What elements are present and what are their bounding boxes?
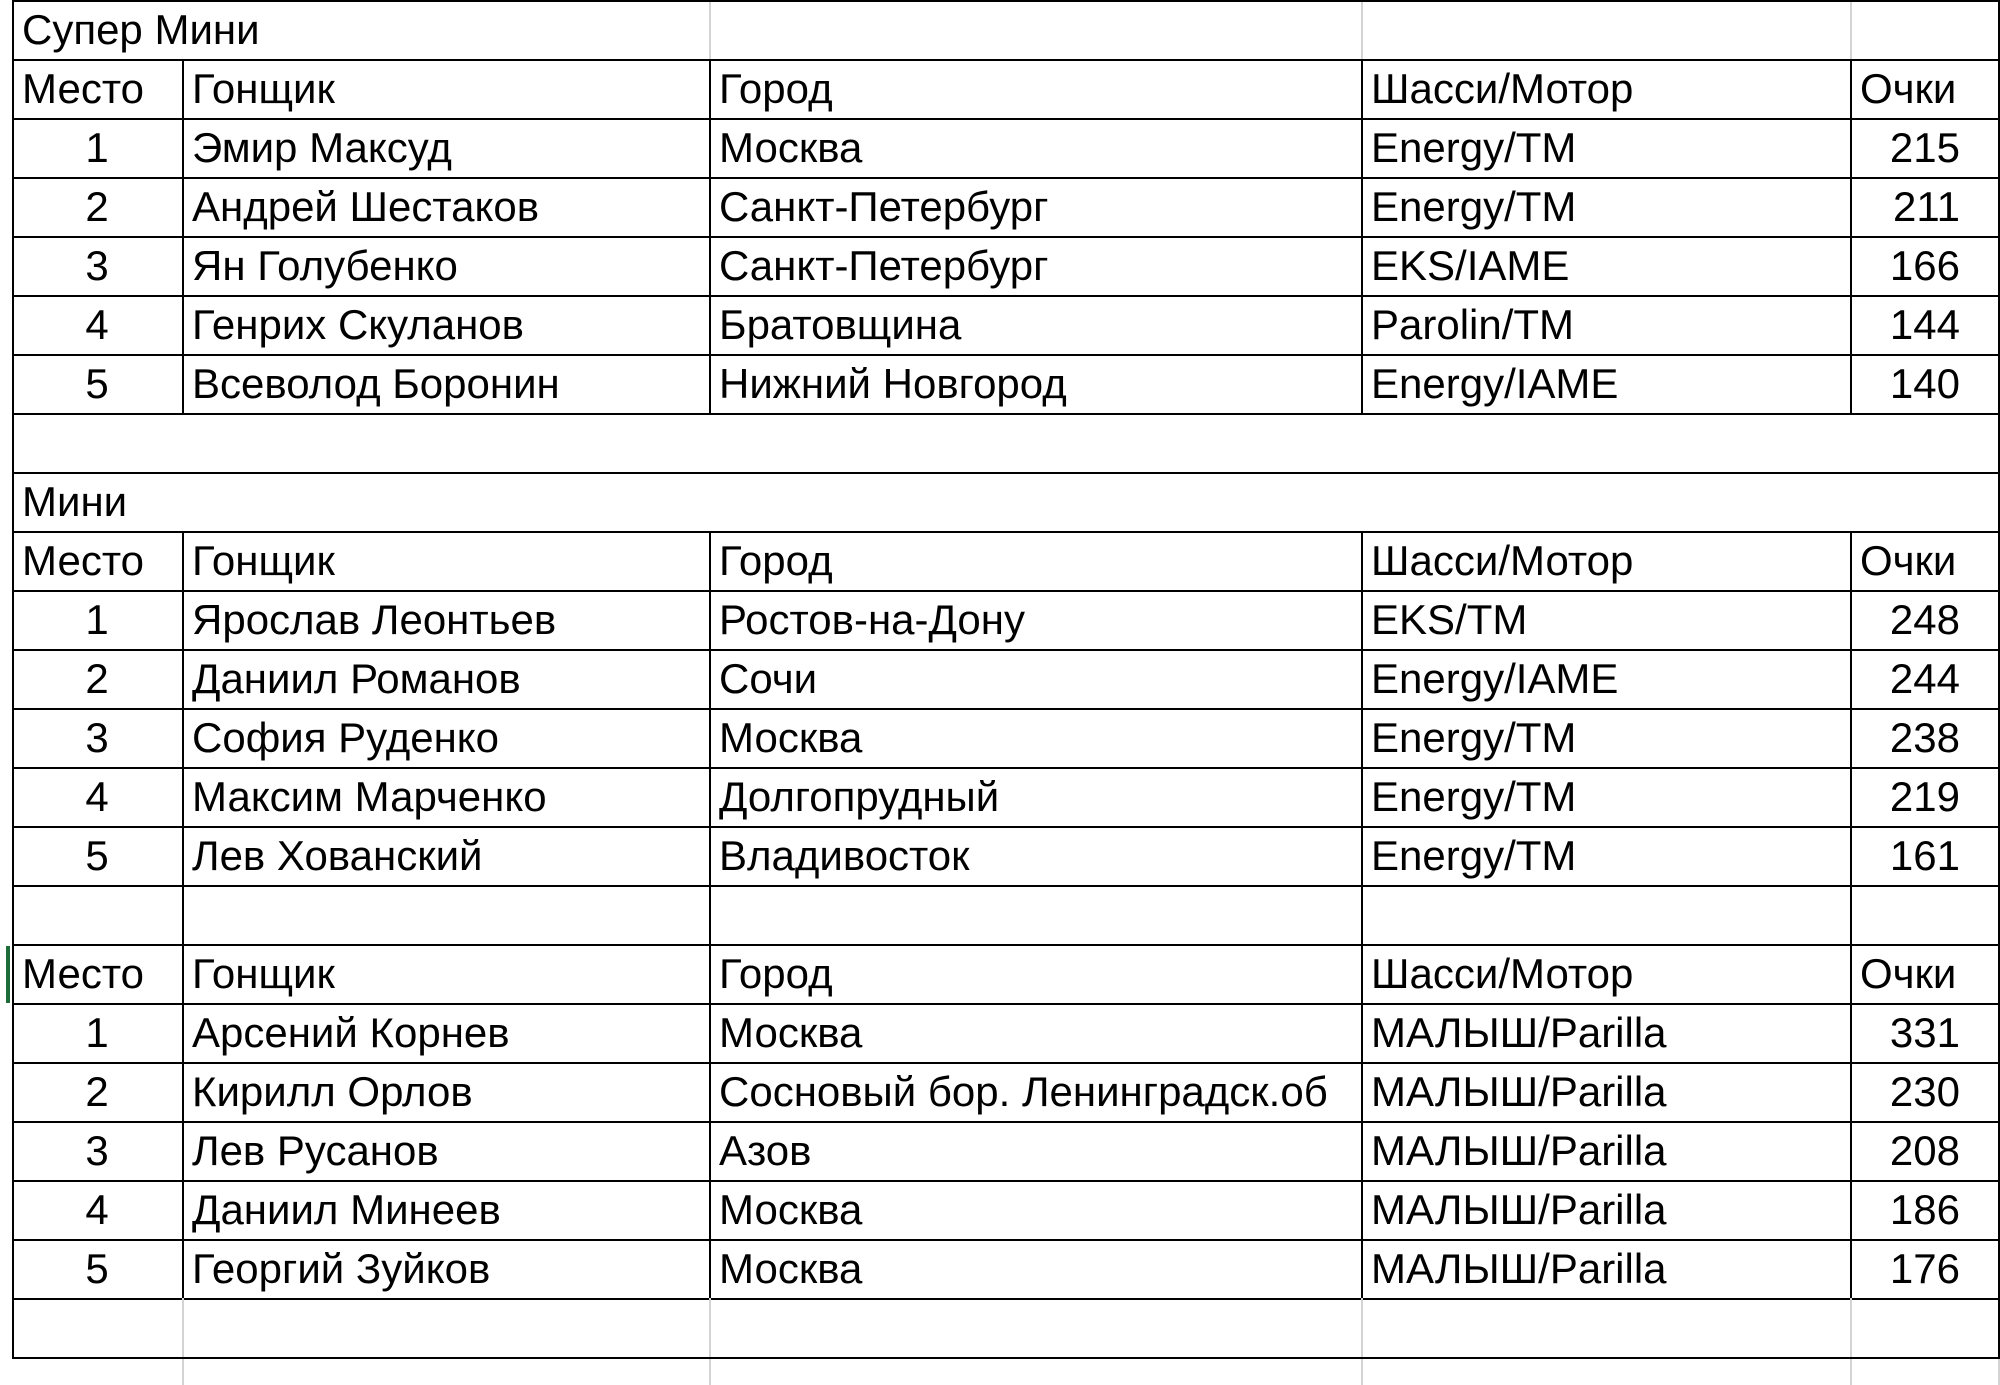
cell-points[interactable]: 144	[1889, 301, 1960, 348]
cell-city[interactable]: Москва	[719, 1245, 863, 1292]
cell-place[interactable]: 4	[85, 1186, 109, 1233]
cell-points[interactable]: 166	[1889, 242, 1960, 289]
header-points[interactable]: Очки	[1860, 950, 1957, 997]
cell-place[interactable]: 4	[85, 301, 109, 348]
cell-city[interactable]: Владивосток	[719, 832, 970, 879]
grid-line	[1850, 59, 1852, 413]
cell-chassis[interactable]: МАЛЫШ/Parilla	[1371, 1009, 1667, 1056]
section-title-row[interactable]	[0, 472, 2000, 531]
cell-points[interactable]: 238	[1889, 714, 1960, 761]
grid-line	[12, 0, 2000, 2]
grid-line	[12, 1003, 2000, 1005]
cell-city[interactable]: Санкт-Петербург	[719, 183, 1049, 230]
grid-line	[12, 767, 2000, 769]
cell-chassis[interactable]: Energy/TM	[1371, 773, 1577, 820]
header-driver[interactable]: Гонщик	[192, 537, 335, 584]
cell-points[interactable]: 331	[1889, 1009, 1960, 1056]
grid-line	[12, 531, 2000, 533]
header-place[interactable]: Место	[22, 950, 144, 997]
grid-line	[12, 1180, 2000, 1182]
cell-place[interactable]: 1	[85, 596, 109, 643]
cell-city[interactable]: Санкт-Петербург	[719, 242, 1049, 289]
grid-line	[12, 826, 2000, 828]
header-row[interactable]	[0, 531, 2000, 590]
grid-line	[1850, 1357, 1852, 1385]
cell-points[interactable]: 186	[1889, 1186, 1960, 1233]
grid-line	[12, 590, 2000, 592]
cell-driver[interactable]: Арсений Корнев	[192, 1009, 510, 1056]
header-row[interactable]	[0, 944, 2000, 1003]
section-title[interactable]: Супер Мини	[22, 6, 260, 53]
cell-points[interactable]: 208	[1889, 1127, 1960, 1174]
cell-chassis[interactable]: Energy/TM	[1371, 832, 1577, 879]
cell-city[interactable]: Ростов-на-Дону	[719, 596, 1025, 643]
header-chassis[interactable]: Шасси/Мотор	[1371, 537, 1634, 584]
grid-line	[182, 531, 184, 1298]
cell-chassis[interactable]: Energy/IAME	[1371, 655, 1619, 702]
grid-line	[12, 708, 2000, 710]
table-row[interactable]	[0, 177, 2000, 236]
cell-chassis[interactable]: Energy/TM	[1371, 714, 1577, 761]
cell-city[interactable]: Нижний Новгород	[719, 360, 1067, 407]
table-row[interactable]	[0, 1121, 2000, 1180]
header-chassis[interactable]: Шасси/Мотор	[1371, 65, 1634, 112]
cell-driver[interactable]: Ярослав Леонтьев	[192, 596, 557, 643]
grid-line	[709, 531, 711, 1298]
cell-place[interactable]: 2	[85, 655, 109, 702]
header-city[interactable]: Город	[719, 65, 833, 112]
header-points[interactable]: Очки	[1860, 537, 1957, 584]
grid-line	[12, 1357, 2000, 1359]
cell-points[interactable]: 230	[1889, 1068, 1960, 1115]
grid-line	[12, 1121, 2000, 1123]
grid-line	[12, 472, 2000, 474]
grid-line	[1361, 531, 1363, 1298]
cell-chassis[interactable]: МАЛЫШ/Parilla	[1371, 1068, 1667, 1115]
grid-line	[182, 1357, 184, 1385]
table-row[interactable]	[0, 1180, 2000, 1239]
cell-points[interactable]: 248	[1889, 596, 1960, 643]
grid-line	[12, 1298, 2000, 1300]
grid-line	[12, 885, 2000, 887]
cell-driver[interactable]: Всеволод Боронин	[192, 360, 560, 407]
cell-city[interactable]: Сочи	[719, 655, 818, 702]
grid-line	[182, 1298, 184, 1357]
grid-line	[709, 59, 711, 413]
grid-line	[1361, 1357, 1363, 1385]
cell-driver[interactable]: Кирилл Орлов	[192, 1068, 473, 1115]
cell-driver[interactable]: Даниил Минеев	[192, 1186, 501, 1233]
cell-city[interactable]: Братовщина	[719, 301, 962, 348]
header-city[interactable]: Город	[719, 950, 833, 997]
cell-chassis[interactable]: МАЛЫШ/Parilla	[1371, 1186, 1667, 1233]
grid-line	[12, 236, 2000, 238]
cell-points[interactable]: 211	[1893, 183, 1960, 230]
cell-place[interactable]: 1	[85, 1009, 109, 1056]
grid-line	[12, 1239, 2000, 1241]
cell-place[interactable]: 3	[85, 242, 109, 289]
grid-line	[1361, 59, 1363, 413]
header-place[interactable]: Место	[22, 537, 144, 584]
grid-line	[12, 944, 2000, 946]
table-row[interactable]	[0, 1003, 2000, 1062]
cell-points[interactable]: 140	[1889, 360, 1960, 407]
cell-city[interactable]: Москва	[719, 124, 863, 171]
header-place[interactable]: Место	[22, 65, 144, 112]
table-row[interactable]	[0, 118, 2000, 177]
section-title[interactable]: Мини	[22, 478, 128, 525]
cell-chassis[interactable]: Energy/TM	[1371, 124, 1577, 171]
header-chassis[interactable]: Шасси/Мотор	[1371, 950, 1634, 997]
table-row[interactable]	[0, 354, 2000, 413]
cell-place[interactable]: 2	[85, 1068, 109, 1115]
header-driver[interactable]: Гонщик	[192, 950, 335, 997]
cell-city[interactable]: Москва	[719, 1009, 863, 1056]
grid-line	[12, 413, 2000, 415]
cell-points[interactable]: 176	[1889, 1245, 1960, 1292]
cell-driver[interactable]: Андрей Шестаков	[192, 183, 540, 230]
cell-city[interactable]: Азов	[719, 1127, 812, 1174]
grid-line	[12, 0, 14, 1357]
grid-line	[1850, 1298, 1852, 1357]
grid-line	[1361, 1298, 1363, 1357]
cell-city[interactable]: Долгопрудный	[719, 773, 1000, 820]
cell-points[interactable]: 161	[1889, 832, 1960, 879]
grid-line	[182, 59, 184, 413]
header-driver[interactable]: Гонщик	[192, 65, 335, 112]
cell-place[interactable]: 5	[85, 360, 109, 407]
grid-line	[12, 118, 2000, 120]
cell-points[interactable]: 219	[1889, 773, 1960, 820]
cell-driver[interactable]: Георгий Зуйков	[192, 1245, 491, 1292]
grid-line	[12, 1062, 2000, 1064]
cell-place[interactable]: 1	[85, 124, 109, 171]
table-row[interactable]	[0, 767, 2000, 826]
grid-line	[12, 649, 2000, 651]
grid-line	[1850, 531, 1852, 1298]
table-row[interactable]	[0, 1062, 2000, 1121]
grid-line	[1850, 0, 1852, 59]
grid-line	[709, 0, 711, 59]
cell-points[interactable]: 244	[1889, 655, 1960, 702]
cell-chassis[interactable]: EKS/TM	[1371, 596, 1528, 643]
table-row[interactable]	[0, 826, 2000, 885]
cell-chassis[interactable]: Energy/IAME	[1371, 360, 1619, 407]
cell-points[interactable]: 215	[1889, 124, 1960, 171]
table-row[interactable]	[0, 590, 2000, 649]
header-row[interactable]	[0, 59, 2000, 118]
table-row[interactable]	[0, 1239, 2000, 1298]
grid-line	[12, 295, 2000, 297]
cell-driver[interactable]: Лев Русанов	[192, 1127, 439, 1174]
header-city[interactable]: Город	[719, 537, 833, 584]
cell-city[interactable]: Москва	[719, 714, 863, 761]
grid-line	[709, 1357, 711, 1385]
cell-place[interactable]: 5	[85, 1245, 109, 1292]
cell-place[interactable]: 4	[85, 773, 109, 820]
cell-driver[interactable]: Максим Марченко	[192, 773, 547, 820]
cell-chassis[interactable]: Parolin/TM	[1371, 301, 1575, 348]
cell-driver[interactable]: Лев Хованский	[192, 832, 483, 879]
table-row[interactable]	[0, 649, 2000, 708]
cell-driver[interactable]: Даниил Романов	[192, 655, 521, 702]
table-row[interactable]	[0, 236, 2000, 295]
cell-place[interactable]: 5	[85, 832, 109, 879]
cell-place[interactable]: 3	[85, 714, 109, 761]
cell-city[interactable]: Сосновый бор. Ленинградск.об	[719, 1068, 1328, 1115]
grid-line	[12, 354, 2000, 356]
selection-indicator	[6, 946, 10, 1003]
table-row[interactable]	[0, 708, 2000, 767]
grid-line	[709, 1298, 711, 1357]
cell-driver[interactable]: Генрих Скуланов	[192, 301, 524, 348]
cell-place[interactable]: 3	[85, 1127, 109, 1174]
grid-line	[12, 59, 2000, 61]
cell-driver[interactable]: Эмир Максуд	[192, 124, 452, 171]
header-points[interactable]: Очки	[1860, 65, 1957, 112]
cell-chassis[interactable]: EKS/IAME	[1371, 242, 1570, 289]
cell-driver[interactable]: София Руденко	[192, 714, 500, 761]
cell-city[interactable]: Москва	[719, 1186, 863, 1233]
grid-line	[12, 177, 2000, 179]
cell-place[interactable]: 2	[85, 183, 109, 230]
section-title-row[interactable]	[0, 0, 2000, 59]
cell-chassis[interactable]: МАЛЫШ/Parilla	[1371, 1127, 1667, 1174]
grid-line	[1361, 0, 1363, 59]
cell-driver[interactable]: Ян Голубенко	[192, 242, 458, 289]
cell-chassis[interactable]: Energy/TM	[1371, 183, 1577, 230]
cell-chassis[interactable]: МАЛЫШ/Parilla	[1371, 1245, 1667, 1292]
table-row[interactable]	[0, 295, 2000, 354]
